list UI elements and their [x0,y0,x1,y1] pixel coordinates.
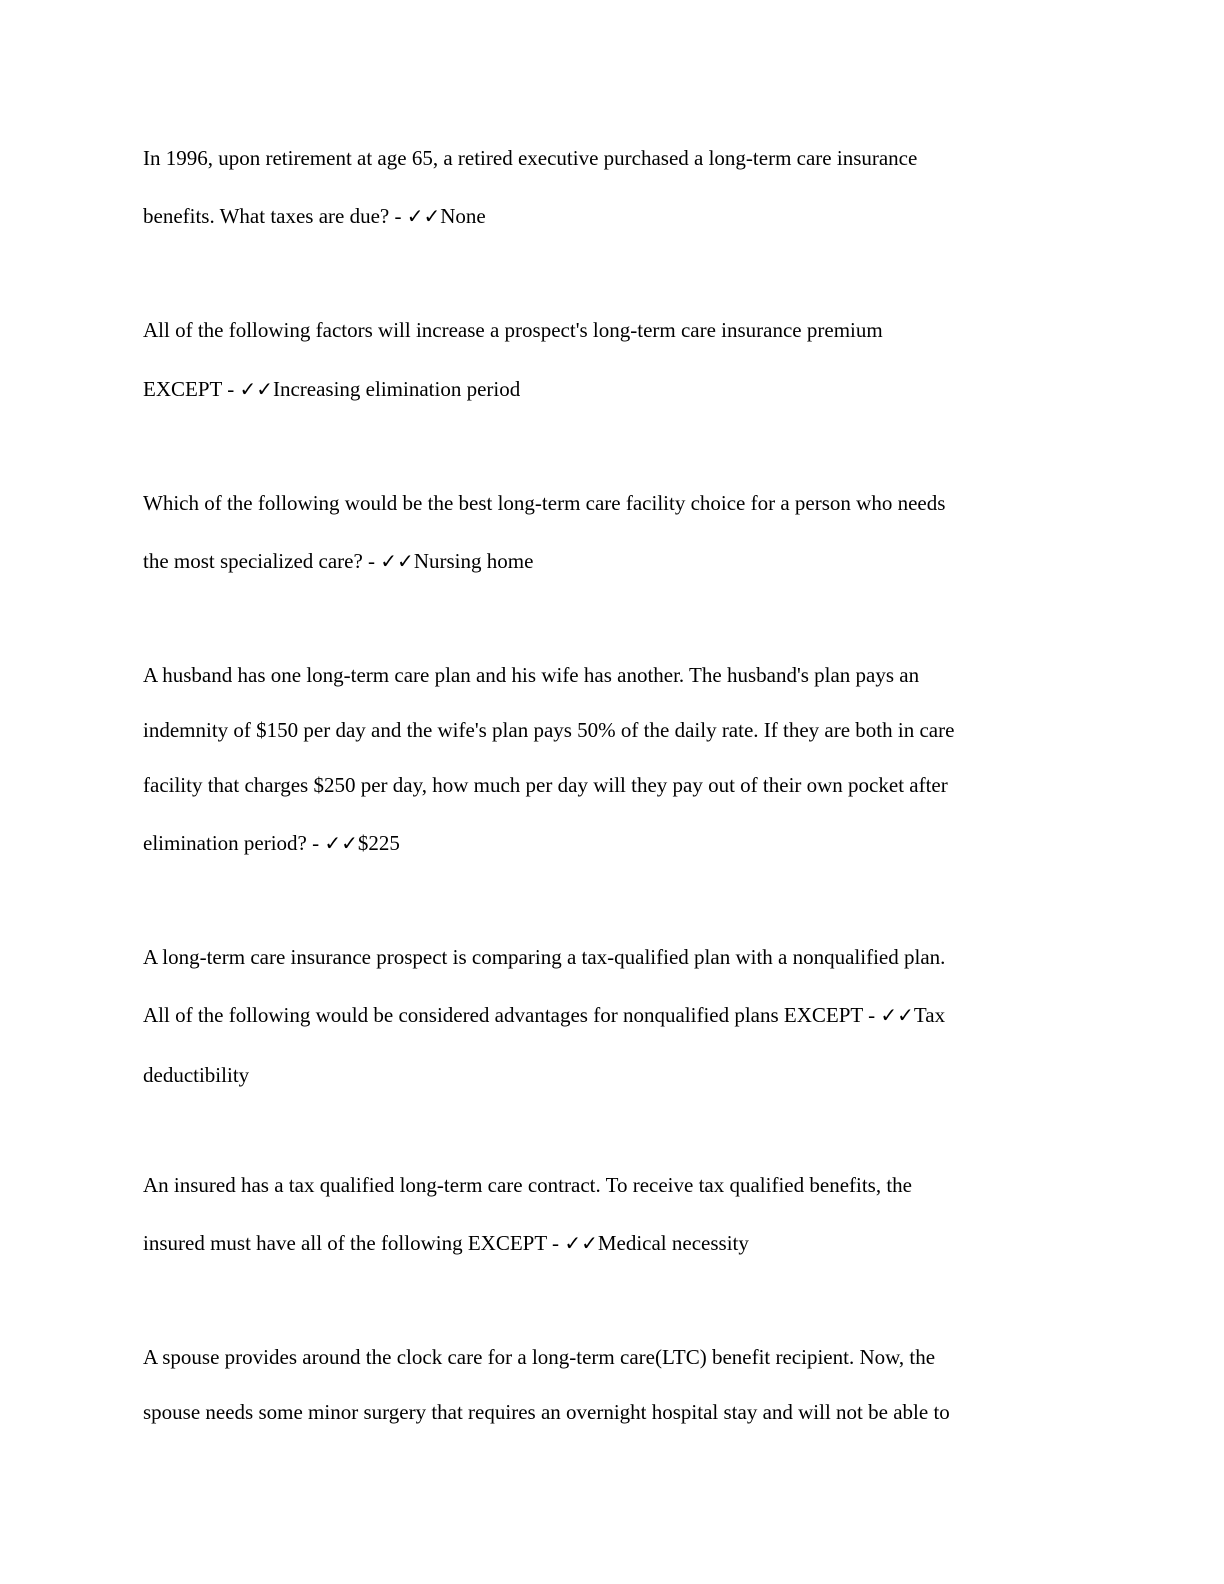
answer-3: Nursing home [413,549,534,573]
question-4-line-4 [143,830,1103,856]
answer-2: Increasing elimination period [272,377,521,401]
question-7-line-2: spouse needs some minor surgery that requires an overnight hospital stay and will not be able to [143,1400,950,1424]
question-5-line-1: A long-term care insurance prospect is comparing a tax-qualified plan with a nonqualified plan. [143,945,946,969]
question-1-text: benefits. What taxes are due? - [143,204,407,228]
answer-4: $225 [357,831,400,855]
question-1-line-2 [143,203,1103,229]
question-1-line-1: In 1996, upon retirement at age 65, a retired executive purchased a long-term care insurance [143,146,918,170]
question-4-text: elimination period? - [143,831,325,855]
question-6-line-2 [143,1230,1103,1256]
answer-6: Medical necessity [597,1231,749,1255]
question-3-line-2 [143,548,1103,574]
double-check-icon: ✓✓ [564,1231,598,1255]
question-4-line-3: facility that charges $250 per day, how much per day will they pay out of their own pocket after [143,773,948,797]
answer-5-part-1: Tax [913,1003,946,1027]
double-check-icon: ✓✓ [406,204,441,228]
answer-5-part-2: deductibility [143,1063,250,1087]
question-5-line-2 [143,1002,1103,1028]
double-check-icon: ✓✓ [880,1003,914,1027]
question-5-text: All of the following would be considered advantages for nonqualified plans EXCEPT - [143,1003,881,1027]
double-check-icon: ✓✓ [239,377,273,401]
question-4-line-2: indemnity of $150 per day and the wife's plan pays 50% of the daily rate. If they are both in care [143,718,955,742]
question-4-line-1: A husband has one long-term care plan and his wife has another. The husband's plan pays an [143,663,920,687]
answer-1: None [440,204,486,228]
question-2-text: EXCEPT - [143,377,240,401]
question-6-text: insured must have all of the following EXCEPT - [143,1231,565,1255]
double-check-icon: ✓✓ [324,831,358,855]
question-7-line-1: A spouse provides around the clock care for a long-term care(LTC) benefit recipient. Now, the [143,1345,936,1369]
question-2-line-1: All of the following factors will increase a prospect's long-term care insurance premium [143,318,883,342]
question-6-line-1: An insured has a tax qualified long-term care contract. To receive tax qualified benefits, the [143,1173,913,1197]
question-3-text: the most specialized care? - [143,549,381,573]
double-check-icon: ✓✓ [380,549,414,573]
question-2-line-2 [143,376,1103,402]
question-3-line-1: Which of the following would be the best long-term care facility choice for a person who needs [143,491,946,515]
